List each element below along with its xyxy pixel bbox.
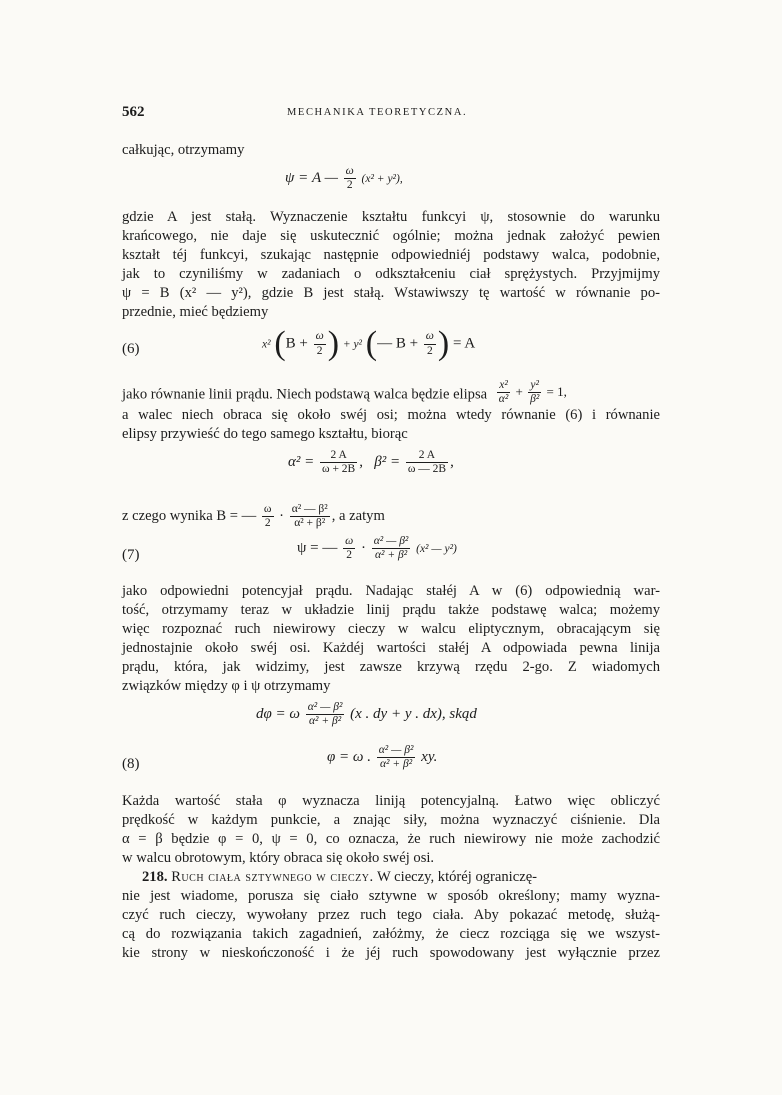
numerator: ω (262, 503, 274, 517)
text-line: jak to czyniliśmy w zadaniach o odkształceniu ciał sprężystych. Przyjmijmy (122, 266, 660, 282)
fraction (320, 449, 357, 476)
text-line: elipsy przywieść do tego samego kształtu, biorąc (122, 426, 408, 442)
eq-part: + y² (342, 338, 362, 351)
fraction (377, 744, 416, 771)
eq-part: (x . dy + y . dx), skąd (350, 706, 477, 723)
text-line: więc rozpoznać ruch niewirowy cieczy w walcu eliptycznym, obracającym się (122, 621, 660, 637)
denominator: 2 (426, 344, 433, 357)
numerator: α² — β² (306, 701, 345, 715)
denominator: 2 (264, 517, 271, 530)
text-line: prędkość w każdym punkcie, a znając siły, można wyznaczyć ciśnienie. Dla (122, 812, 660, 828)
eq-part: , (450, 454, 454, 471)
denominator: α² + β² (374, 549, 408, 562)
paren: ) (437, 325, 450, 362)
eq-part: , (359, 454, 363, 471)
text-line: kształt téj funkcyi, szukając następnie odpowiedniéj podstawy walca, podobnie, (122, 247, 660, 263)
numerator: α² — β² (290, 503, 330, 517)
numerator: 2 A (320, 449, 357, 463)
fraction (497, 379, 510, 406)
text-line: jako odpowiedni potencyjał prądu. Nadając stałéj A w (6) odpowiednią war- (122, 583, 660, 599)
fraction (372, 535, 411, 562)
denominator: α² + β² (380, 758, 413, 771)
eq-part: — B + (377, 335, 419, 352)
fraction (424, 330, 436, 357)
numerator: ω (343, 535, 355, 549)
eq-part: (x² + y²), (361, 173, 403, 186)
numerator: α² — β² (377, 744, 416, 758)
text-line: związków między φ i ψ otrzymamy (122, 678, 331, 694)
text-span: W cieczy, któréj ograniczę- (377, 869, 538, 885)
text-line: przednie, mieć będziemy (122, 304, 269, 320)
section-heading-line (142, 868, 660, 887)
denominator: β² (530, 393, 540, 406)
page-header (122, 104, 660, 124)
paren: ( (274, 325, 286, 362)
numerator: ω (344, 165, 356, 179)
fraction (343, 535, 355, 562)
text-line: nie jest wiadome, porusza się ciało sztywne w sposób określony; mamy wyzna- (122, 888, 660, 904)
eq-part: ψ = A — (285, 170, 338, 187)
eq-part: ψ = — (297, 540, 338, 557)
text-line: a walec niech obraca się około swéj osi; można wtedy równanie (6) i równanie (122, 407, 660, 423)
fraction (528, 379, 541, 406)
section-number: 218. (142, 869, 168, 885)
paren: ) (327, 325, 340, 362)
text-line: krańcowego, nie daje się uskutecznić ogólnie; można jednak założyć pewien (122, 228, 660, 244)
text-line (122, 503, 660, 530)
fraction (344, 165, 356, 192)
equation-8 (327, 744, 437, 771)
eq-part: + (515, 383, 523, 399)
text-line: kie strony w nieskończoność i że jéj ruch spowodowany jest wyłącznie przez (122, 945, 660, 961)
equation-number: (7) (122, 547, 140, 563)
eq-part: φ = ω . (327, 749, 372, 766)
ellipse-eq (495, 379, 567, 406)
text-line: cą do rozwiązania takich zagadnień, załóżmy, że ciecz rozciąga się we wszyst- (122, 926, 660, 942)
eq-part: dφ = ω (256, 706, 301, 723)
equation-7 (297, 535, 457, 562)
eq-part: = 1, (546, 383, 567, 399)
denominator: α² + β² (309, 715, 342, 728)
fraction (262, 503, 274, 530)
eq-part: α² = (288, 454, 315, 471)
denominator: 2 (316, 344, 323, 357)
eq-part: B + (285, 335, 308, 352)
eq-part: xy. (421, 749, 438, 766)
fraction (290, 503, 330, 530)
text-span: , a zatym (331, 508, 385, 525)
denominator: α² + β² (294, 517, 326, 530)
numerator: 2 A (406, 449, 448, 463)
text-line: całkując, otrzymamy (122, 142, 245, 158)
fraction (306, 701, 345, 728)
running-title: MECHANIKA TEORETYCZNA. (287, 107, 468, 118)
text-line: gdzie A jest stałą. Wyznaczenie kształtu funkcyi ψ, stosownie do warunku (122, 209, 660, 225)
text-span: jako równanie linii prądu. Niech podstawą walca będzie elipsa (122, 386, 488, 403)
equation-alpha-beta (288, 449, 454, 476)
numerator: α² — β² (372, 535, 411, 549)
equation-number: (8) (122, 756, 140, 772)
fraction (406, 449, 448, 476)
denominator: 2 (346, 549, 353, 562)
numerator: ω (424, 330, 436, 344)
paren: ( (365, 325, 378, 362)
denominator: 2 (346, 179, 353, 192)
equation-number: (6) (122, 341, 140, 357)
denominator: α² (498, 393, 509, 406)
text-line: α = β będzie φ = 0, ψ = 0, co oznacza, że ruch niewirowy nie może zachodzić (122, 831, 660, 847)
eq-part: · (279, 508, 285, 525)
text-line: Każda wartość stała φ wyznacza liniją potencyjalną. Łatwo więc obliczyć (122, 793, 660, 809)
numerator: y² (528, 379, 541, 393)
eq-part: · (360, 540, 366, 557)
eq-part: x² (262, 338, 271, 351)
eq-part: β² = (374, 454, 401, 471)
equation-6 (262, 327, 475, 361)
denominator: ω + 2B (322, 463, 356, 476)
numerator: x² (497, 379, 510, 393)
text-span: z czego wynika B = — (122, 508, 257, 525)
eq-part: (x² — y²) (416, 543, 457, 556)
text-line: czyć ruch cieczy, wywołany przez ruch tego ciała. Aby pokazać metodę, służą- (122, 907, 660, 923)
fraction (314, 330, 326, 357)
equation-dphi (256, 701, 477, 728)
text-line: tość, otrzymamy teraz w układzie linij prądu także podstawę walca; możemy (122, 602, 660, 618)
text-line: w walcu obrotowym, który obraca się około swéj osi. (122, 850, 435, 866)
denominator: ω — 2B (407, 463, 447, 476)
section-title: Ruch ciała sztywnego w cieczy. (171, 869, 374, 885)
text-line: jednostajnie około swéj osi. Każdéj wartości stałéj A odpowiada pewna linija (122, 640, 660, 656)
text-line: ψ = B (x² — y²), gdzie B jest stałą. Wstawiwszy tę wartość w równanie po- (122, 285, 660, 301)
page-number: 562 (122, 104, 145, 120)
text-line: prądu, która, jak widzimy, jest zawsze krzywą rzędu 2-go. Z wiadomych (122, 659, 660, 675)
eq-part: = A (453, 335, 476, 352)
numerator: ω (314, 330, 326, 344)
equation-psi (285, 165, 403, 192)
